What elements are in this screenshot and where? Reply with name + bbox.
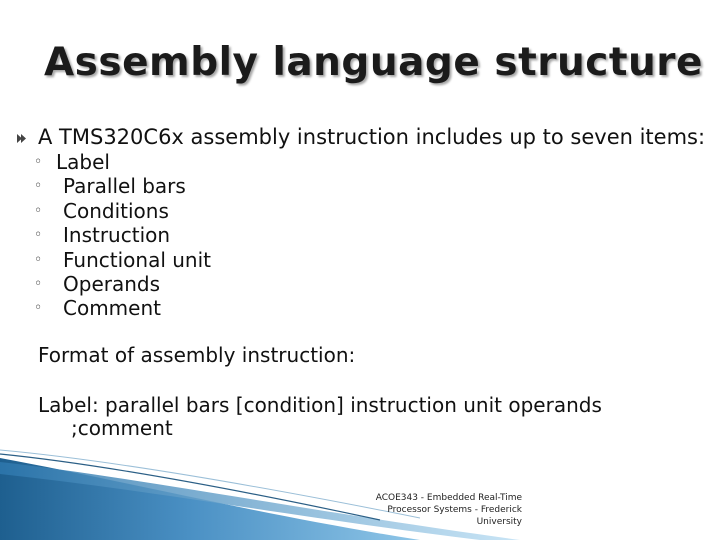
list-item-label: Comment — [63, 296, 161, 321]
ring-bullet-icon: ◦ — [34, 251, 43, 268]
list-item-label: Conditions — [63, 198, 169, 223]
list-item-label: Functional unit — [63, 247, 211, 272]
ring-bullet-icon: ◦ — [34, 227, 43, 244]
footer-line: University — [476, 517, 522, 527]
format-example — [38, 394, 698, 440]
arrow-bullet-icon — [16, 133, 27, 144]
ring-bullet-icon: ◦ — [34, 300, 43, 317]
ring-bullet-icon: ◦ — [34, 275, 43, 292]
footer-line: Processor Systems - Frederick — [387, 505, 522, 515]
footer-line: ACOE343 - Embedded Real-Time — [375, 493, 522, 503]
ring-bullet-icon: ◦ — [34, 202, 43, 219]
format-example-line1: Label: parallel bars [condition] instruction unit operands — [38, 393, 602, 417]
ring-bullet-icon: ◦ — [34, 178, 43, 195]
slide-title: Assembly language structure — [44, 40, 703, 85]
list-item-label: Operands — [63, 271, 161, 296]
list-item-label: Instruction — [63, 223, 171, 248]
intro-text: A TMS320C6x assembly instruction includes up to seven items: — [38, 125, 706, 149]
list-item-label: Parallel bars — [63, 174, 186, 199]
footer-text — [342, 492, 522, 528]
list-item-label: Label — [56, 150, 110, 174]
ring-bullet-icon: ◦ — [34, 154, 43, 170]
format-heading: Format of assembly instruction: — [38, 343, 356, 367]
format-example-line2: ;comment — [71, 416, 173, 440]
